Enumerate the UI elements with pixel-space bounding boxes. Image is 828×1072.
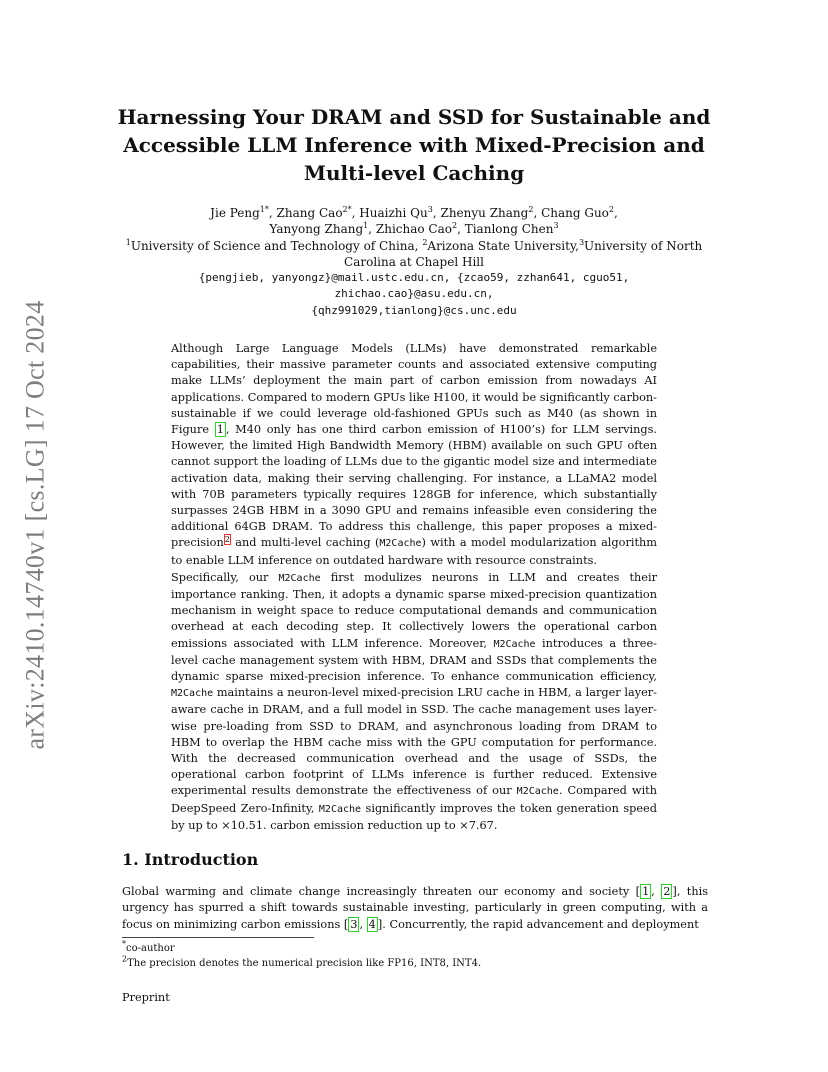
- affiliation-line-2: Carolina at Chapel Hill: [344, 254, 484, 269]
- footnotes: [122, 941, 708, 971]
- system-name: M2Cache: [379, 538, 422, 550]
- section-heading: 1. Introduction: [122, 850, 259, 869]
- system-name: M2Cache: [493, 638, 536, 650]
- system-name: M2Cache: [171, 688, 214, 700]
- email-line: zhichao.cao}@asu.edu.cn,: [334, 287, 494, 301]
- abstract-paragraph: Although Large Language Models (LLMs) have demonstrated remarkable capabilities, their massive parameter counts and associated extensive computing make LLMs’ deployment the main part of carbon emission from nowadays AI applications. Compared to modern GPUs like H100, it would be significantly carbon-sustainable if we could leverage old-fashioned GPUs such as M40 (as shown in Figure 1 , M40 only has one third carbon emission of H100’s) for LLM servings. However, the limited High Bandwidth Memory (HBM) available on such GPU often cannot support the loading of LLMs due to the gigantic model size and intermediate activation data, making their serving challenging. For instance, a LLaMA2 model with 70B parameters typically requires 128GB for inference, which substantially surpasses 24GB HBM in a 3090 GPU and remains infeasible even considering the additional 64GB DRAM. To address this challenge, this paper proposes a mixed-precision$^2$ and multi-level caching (M2Cache) with a model modularization algorithm to enable LLM inference on outdated hardware with resource constraints.: [171, 342, 657, 567]
- footnote: *co-author: [122, 939, 175, 954]
- arxiv-identifier: arXiv:2410.14740v1 [cs.LG] 17 Oct 2024: [20, 300, 49, 750]
- citation-link[interactable]: 3: [350, 917, 358, 931]
- paper-title: Harnessing Your DRAM and SSD for Sustainable and Accessible LLM Inference with Mixed-Precision and Multi-level Caching: [117, 105, 711, 185]
- footnote-link[interactable]: 2: [224, 534, 230, 544]
- email-line: {qhz991029,tianlong}@cs.unc.edu: [311, 303, 517, 317]
- citation-link[interactable]: 4: [368, 917, 376, 931]
- introduction-text: Global warming and climate change increasingly threaten our economy and society [ 1 , 2 ], this urgency has spurred a shift towards sustainable investing, particularly in green computing, with a focus on minimizing carbon emissions [ 3 , 4 ]. Concurrently, the rapid advancement and deployment: [122, 885, 708, 931]
- citation-link[interactable]: 1: [642, 885, 650, 898]
- author-block: [110, 205, 718, 319]
- footnote-divider: [122, 937, 314, 938]
- author-line-2: Yanyong Zhang$^1$, Zhichao Cao$^2$, Tianlong Chen$^3$: [269, 221, 559, 237]
- abstract: [171, 341, 657, 834]
- author-line-1: Jie Peng$^{1*}$, Zhang Cao$^{2*}$, Huaizhi Qu$^3$, Zhenyu Zhang$^2$, Chang Guo$^2$,: [210, 205, 618, 220]
- citation-link[interactable]: 2: [663, 885, 671, 898]
- footnote: $^2$The precision denotes the numerical precision like FP16, INT8, INT4.: [122, 954, 482, 969]
- affiliation-line: $^1$University of Science and Technology of China, $^2$Arizona State University,$^3$University of North: [125, 237, 703, 253]
- footer-label: Preprint: [122, 991, 170, 1004]
- system-name: M2Cache: [516, 786, 559, 798]
- figure-link[interactable]: 1: [216, 423, 224, 437]
- abstract-paragraph: Specifically, our M2Cache first modulizes neurons in LLM and creates their importance ranking. Then, it adopts a dynamic sparse mixed-precision quantization mechanism in weight space to reduce computational demands and communication overhead at each decoding step. It collectively lowers the operational carbon emissions associated with LLM inference. Moreover, M2Cache introduces a three-level cache management system with HBM, DRAM and SSDs that complements the dynamic sparse mixed-precision inference. To enhance communication efficiency, M2Cache maintains a neuron-level mixed-precision LRU cache in HBM, a larger layer-aware cache in DRAM, and a full model in SSD. The cache management uses layer-wise pre-loading from SSD to DRAM, and asynchronous loading from DRAM to HBM to overlap the HBM cache miss with the GPU computation for performance. With the decreased communication overhead and the usage of SSDs, the operational carbon footprint of LLMs inference is further reduced. Extensive experimental results demonstrate the effectiveness of our M2Cache. Compared with DeepSpeed Zero-Infinity, M2Cache significantly improves the token generation speed by up to ×10.51. carbon emission reduction up to ×7.67.: [171, 570, 657, 832]
- system-name: M2Cache: [278, 572, 321, 584]
- email-line: {pengjieb, yanyongz}@mail.ustc.edu.cn, {zcao59, zzhan641, cguo51,: [198, 271, 630, 285]
- system-name: M2Cache: [318, 803, 362, 815]
